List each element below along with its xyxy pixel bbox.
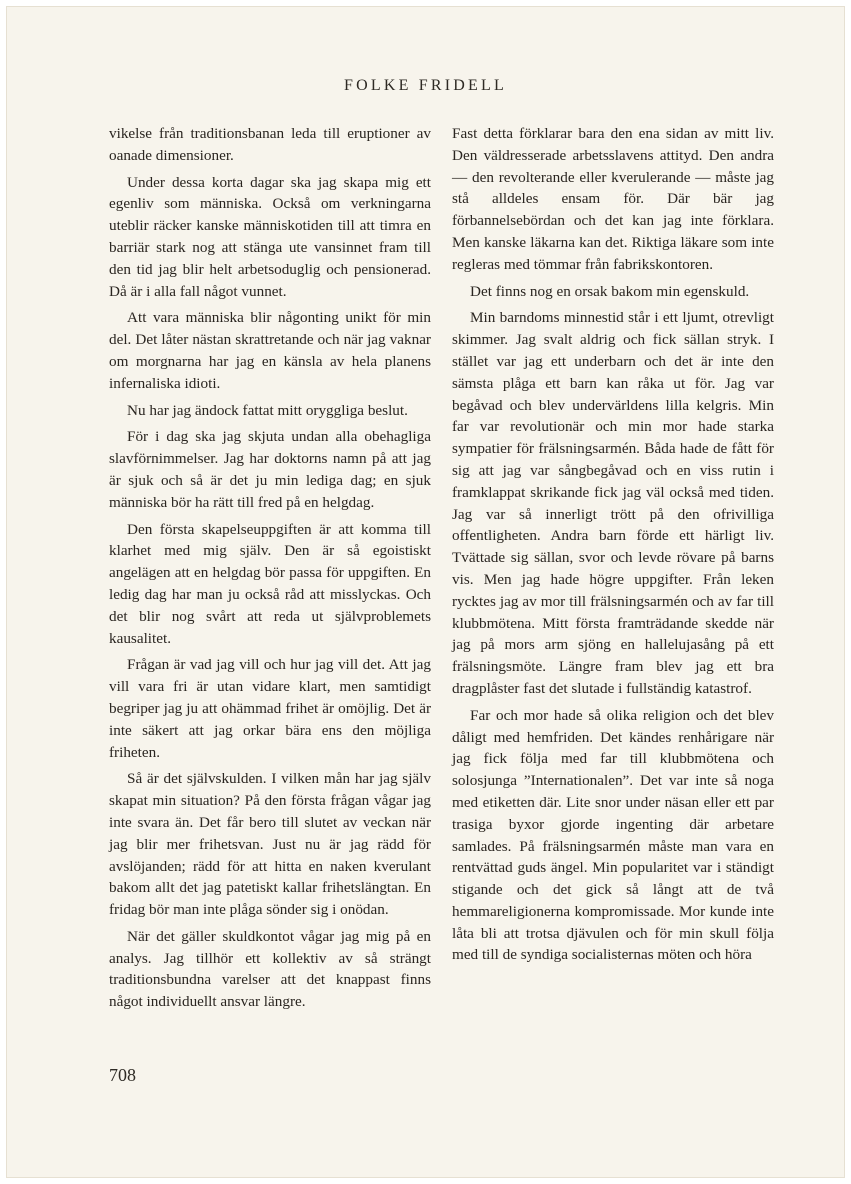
paragraph: Nu har jag ändock fattat mitt oryggliga beslut.: [127, 401, 408, 419]
paragraph: För i dag ska jag skjuta undan alla obehagliga slavförnimmelser. Jag har doktorns namn på att jag är sjuk och så är det ju min lediga dag; en sjuk människa bör ha rätt till fred på en helgdag.: [109, 428, 431, 511]
paragraph: vikelse från traditionsbanan leda till eruptioner av oanade dimensioner.: [109, 125, 431, 164]
paragraph: Den första skapelseuppgiften är att komma till klarhet med mig själv. Den är så egoistiskt angelägen att en helgdag bör passa för uppgiften. En ledig dag har man ju också råd att misslyckas. Och det blir nog svårt att reda ut självproblemets kausalitet.: [109, 520, 431, 647]
paragraph: Frågan är vad jag vill och hur jag vill det. Att jag vill vara fri är utan vidare klart, men samtidigt begriper jag ju att ohämmad frihet är omöjlig. Det är inte säkert att jag orkar bära ens den möjliga friheten.: [109, 656, 431, 761]
paragraph: Att vara människa blir någonting unikt för min del. Det låter nästan skrattretande och när jag vaknar om morgnarna har jag en känsla av hela planens infernaliska idioti.: [109, 309, 431, 392]
book-page: [6, 6, 845, 1178]
paragraph: Far och mor hade så olika religion och det blev dåligt med hemfriden. Det kändes renhårigare när jag fick följa med far till klubbmötena och solosjunga ”Internationalen”. Det var inte så noga med etiketten där. Lite snor under näsan eller ett par trasiga byxor gjorde ingenting där arbetare samlades. På frälsningsarmén måste man vara en rentvättad guds ängel. Min popularitet var i ständigt stigande och det gick så långt att de två hemmareligionerna kompromissade. Mor kunde inte låta bli att trotsa djävulen och för min skull följa med till de syndiga socialisternas möten och höra: [452, 706, 774, 964]
paragraph: Så är det självskulden. I vilken mån har jag själv skapat min situation? På den första frågan vågar jag inte svara än. Det får bero till slutet av veckan när jag blir mer frihetsvan. Just nu är jag rädd för avslöjanden; rädd för att hitta en naken kverulant bakom allt det jag patetiskt kallar frihetslängtan. En fridag bör man inte plåga sönder sig i onödan.: [109, 770, 431, 919]
paragraph: När det gäller skuldkontot vågar jag mig på en analys. Jag tillhör ett kollektiv av så strängt traditionsbundna varelser att det knappast finns något individuellt ansvar längre.: [109, 927, 431, 1011]
paragraph: Fast detta förklarar bara den ena sidan av mitt liv. Den väldresserade arbetsslavens attityd. Den andra — den revolterande eller kverulerande — måste jag stå alldeles ensam för. Där bär jag förbannelsebördan och det kan jag inte förklara. Men kanske läkarna kan det. Riktiga läkare som inte regleras med tömmar från fabrikskontoren.: [452, 125, 774, 273]
paragraph: Det finns nog en orsak bakom min egenskuld.: [470, 282, 750, 300]
left-column: [109, 123, 431, 1018]
page-number: 708: [109, 1065, 136, 1085]
paragraph: Under dessa korta dagar ska jag skapa mig ett egenliv som människa. Också om verkningarna uteblir räcker kanske människotiden till att timra en barriär stark nog att stänga ute vansinnet fram till den tid jag blir helt arbetsoduglig och pensionerad. Då är i alla fall något vunnet.: [109, 173, 431, 300]
paragraph: Min barndoms minnestid står i ett ljumt, otrevligt skimmer. Jag svalt aldrig och fick sällan stryk. I stället var jag ett underbarn och det är inte den sämsta plåga ett barn kan råka ut för. Jag var begåvad och blev undervärldens lilla kelgris. Min far var revolutionär och min mor hade starka sympatier för frälsningsarmén. Båda hade de fått för sig att jag var sångbegåvad och en viss rutin i framklappat skrikande fick jag väl också med tiden. Jag var så innerligt trött på den ofrivilliga offentligheten. Andra barn förde ett härligt liv. Tvättade sig sällan, svor och levde rövare på barns vis. Men jag hade högre uppgifter. Från leken rycktes jag av mor till frälsningsarmén och av far till klubbmötena. Mitt första framträdande skedde när jag på mors arm sjöng en hallelujasång på ett frälsningsmöte. Längre fram blev jag ett bra dragplåster fast det slutade i fullständig katastrof.: [452, 309, 774, 697]
running-title: FOLKE FRIDELL: [344, 77, 507, 94]
right-column: [452, 123, 774, 971]
